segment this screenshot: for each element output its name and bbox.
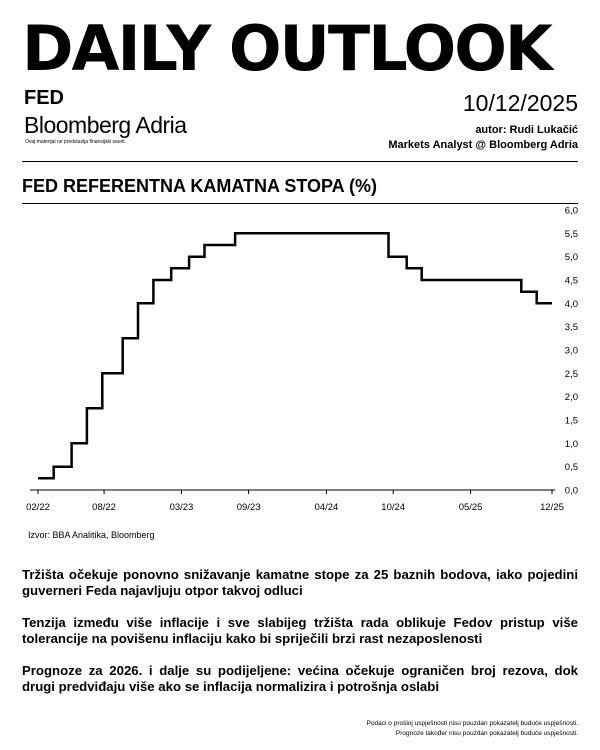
fed-rate-line bbox=[38, 233, 552, 478]
y-tick-label: 2,5 bbox=[564, 368, 578, 380]
chart-source: Izvor: BBA Analitika, Bloomberg bbox=[28, 530, 155, 540]
y-tick-label: 0,0 bbox=[564, 485, 578, 497]
x-tick-label: 09/23 bbox=[236, 502, 261, 513]
x-tick-label: 03/23 bbox=[169, 502, 194, 513]
author-role: Markets Analyst @ Bloomberg Adria bbox=[388, 139, 578, 151]
report-date: 10/12/2025 bbox=[462, 90, 578, 116]
paragraph-3: Prognoze za 2026. i dalje su podijeljene: većina očekuje ograničen broj rezova, dok drugi predviđaju više ako se inflacija normalizira i potrošnja oslabi bbox=[22, 663, 578, 694]
y-tick-label: 4,0 bbox=[564, 298, 578, 310]
y-tick-label: 4,5 bbox=[564, 275, 578, 287]
x-axis bbox=[26, 490, 564, 513]
y-tick-label: 5,0 bbox=[564, 252, 578, 264]
footnote-1: Podaci o prošloj uspješnosti nisu pouzdan pokazatelj buduće uspješnosti. bbox=[366, 720, 578, 727]
report-topic: FED bbox=[24, 87, 64, 109]
x-tick-label: 12/25 bbox=[540, 502, 564, 513]
y-tick-label: 5,5 bbox=[564, 228, 578, 240]
paragraph-2: Tenzija između više inflacije i sve slabijeg tržišta rada oblikuje Fedov pristup više tolerancije na povišenu inflaciju kako bi spriječili brzi rast nezaposlenosti bbox=[22, 615, 578, 646]
footnote-2: Prognoze također nisu pouzdan pokazatelj buduće uspješnosti. bbox=[395, 730, 578, 737]
y-tick-label: 1,5 bbox=[564, 415, 578, 427]
x-tick-label: 04/24 bbox=[314, 502, 339, 513]
y-tick-label: 6,0 bbox=[564, 205, 578, 217]
y-tick-label: 3,0 bbox=[564, 345, 578, 357]
y-tick-label: 3,5 bbox=[564, 322, 578, 334]
x-tick-label: 05/25 bbox=[458, 502, 483, 513]
brand-logo: Bloomberg Adria bbox=[24, 112, 187, 138]
author: autor: Rudi Lukačić bbox=[475, 124, 578, 136]
disclaimer: Ovaj materijal ne predstavlja finansijski savet. bbox=[25, 139, 126, 145]
y-axis bbox=[565, 206, 578, 497]
report-title: DAILY OUTLOOK bbox=[22, 12, 551, 85]
paragraph-1: Tržišta očekuje ponovno snižavanje kamatne stope za 25 baznih bodova, iako pojedini guverneri Feda najavljuju otpor takvoj odluci bbox=[22, 567, 578, 598]
y-tick-label: 2,0 bbox=[564, 392, 578, 404]
y-tick-label: 0,5 bbox=[564, 462, 578, 474]
y-tick-label: 1,0 bbox=[564, 438, 578, 450]
x-tick-label: 02/22 bbox=[26, 502, 50, 513]
x-tick-label: 08/22 bbox=[92, 502, 116, 513]
chart-title: FED REFERENTNA KAMATNA STOPA (%) bbox=[22, 176, 377, 196]
x-tick-label: 10/24 bbox=[381, 502, 406, 513]
